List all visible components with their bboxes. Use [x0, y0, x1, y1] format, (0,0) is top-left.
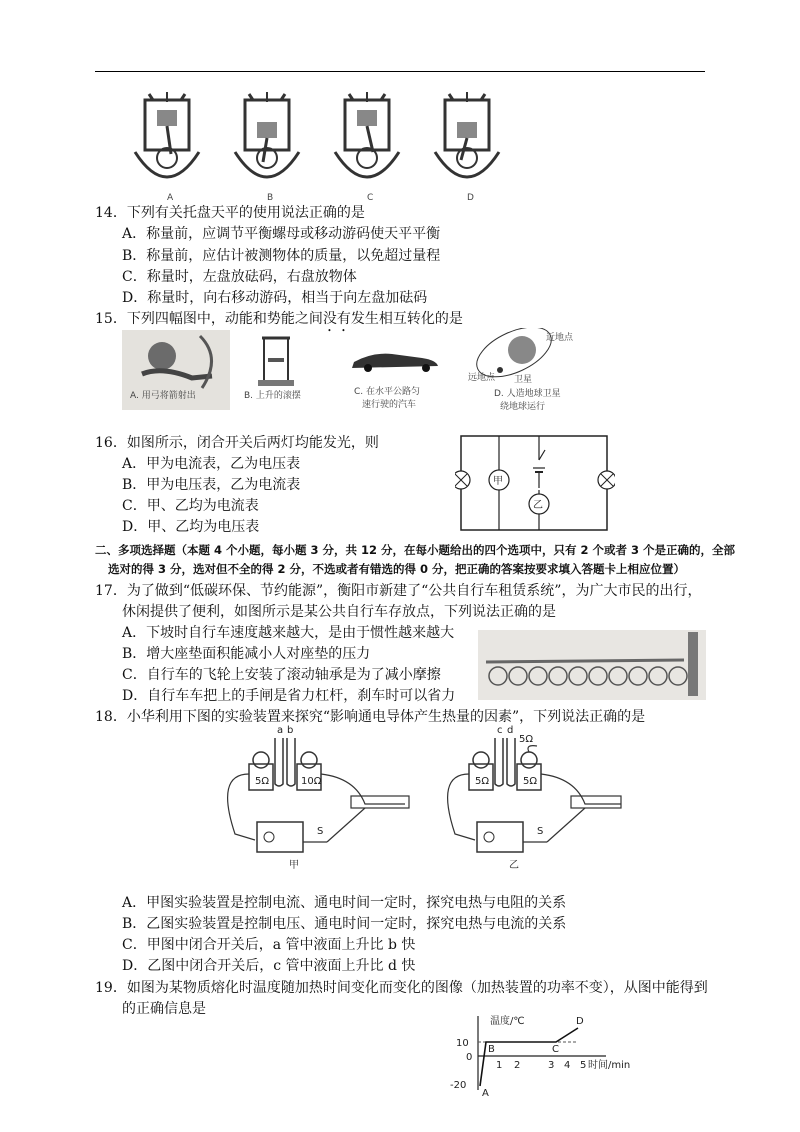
- q15-far-point-label: 远地点: [468, 373, 496, 383]
- graph-x-label: 时间/min: [588, 1060, 631, 1071]
- apparatus-yi: [448, 725, 621, 871]
- section2-instructions-line1: 二、多项选择题（本题 4 个小题，每小题 3 分，共 12 分，在每小题给出的四个选项中，只有 2 个或者 3 个是正确的，全部: [95, 543, 736, 557]
- q18-option-c: C．甲图中闭合开关后，a 管中液面上升比 b 快: [122, 937, 416, 953]
- q15-near-point-label: 近地点: [546, 333, 574, 343]
- resistor-5-yi-right: 5Ω: [523, 776, 538, 787]
- rheostat-yi: [571, 796, 621, 808]
- graph-origin: 0: [466, 1052, 473, 1063]
- q15-figure: [122, 328, 578, 416]
- tube-a-label: a: [277, 725, 284, 736]
- q16-circuit-diagram: [455, 432, 615, 534]
- resistor-5-yi-left: 5Ω: [475, 776, 490, 787]
- q17-stem-line2: 休闲提供了便利，如图所示是某公共自行车存放点，下列说法正确的是: [122, 604, 556, 620]
- q15-caption-c2: 速行驶的汽车: [362, 400, 417, 410]
- q18-stem: 18．小华利用下图的实验装置来探究“影响通电导体产生热量的因素”，下列说法正确的是: [95, 709, 646, 725]
- q19-stem-line2: 的正确信息是: [122, 1001, 206, 1017]
- switch-symbol: [539, 450, 545, 460]
- graph-point-c: C: [552, 1044, 559, 1055]
- q15-caption-a: A. 用弓将箭射出: [130, 391, 196, 401]
- tube-c-label: c: [497, 725, 503, 736]
- graph-ytick-10: 10: [456, 1038, 469, 1049]
- graph-point-b: B: [488, 1044, 495, 1055]
- graph-xtick-5: 5: [580, 1060, 587, 1071]
- q17-option-b: B．增大座垫面积能减小人对座垫的压力: [122, 646, 371, 662]
- archer-image: [148, 342, 176, 370]
- tube-d-label: d: [507, 725, 514, 736]
- q15-caption-b: B. 上升的滚摆: [244, 391, 301, 401]
- q15-stem-emphasis: 没有: [322, 311, 351, 327]
- graph-point-a: A: [482, 1088, 489, 1098]
- q14-option-d: D．称量时，向右移动游码，相当于向左盘加砝码: [122, 290, 428, 306]
- bicycle-rack-photo: [478, 630, 706, 700]
- q17-stem-line1: 17．为了做到“低碳环保、节约能源”，衡阳市新建了“公共自行车租赁系统”，为广大市民的出行，: [95, 583, 702, 599]
- apparatus-yi-label: 乙: [509, 860, 519, 871]
- resistor-10-jia: 10Ω: [301, 776, 322, 787]
- meter-jia-label: 甲: [493, 476, 503, 487]
- q18-option-b: B．乙图实验装置是控制电压、通电时间一定时，探究电热与电流的关系: [122, 916, 567, 932]
- engine-label-b: B: [267, 193, 274, 203]
- q15-stem-post: 发生相互转化的是: [350, 311, 463, 327]
- q19-stem-line1: 19．如图为某物质熔化时温度随加热时间变化而变化的图像（加热装置的功率不变），从图中能得到: [95, 980, 708, 996]
- melting-graph: [448, 1010, 638, 1098]
- q16-option-b: B．甲为电压表，乙为电流表: [122, 477, 301, 493]
- rolling-pendulum-drawing: [258, 338, 294, 386]
- apparatus-jia: [228, 725, 409, 871]
- engine-drawing-c: [335, 92, 399, 177]
- graph-xtick-3: 3: [548, 1060, 555, 1071]
- q17-option-c: C．自行车的飞轮上安装了滚动轴承是为了减小摩擦: [122, 667, 441, 683]
- lamp-left-icon: [455, 471, 470, 489]
- q18-option-d: D．乙图中闭合开关后，c 管中液面上升比 d 快: [122, 958, 416, 974]
- graph-point-d: D: [576, 1016, 584, 1027]
- rheostat-jia: [351, 796, 409, 808]
- graph-ytick-neg20: -20: [450, 1080, 467, 1091]
- q14-option-a: A．称量前，应调节平衡螺母或移动游码使天平平衡: [122, 226, 441, 242]
- engine-drawing-b: [235, 92, 299, 177]
- q18-option-a: A．甲图实验装置是控制电流、通电时间一定时，探究电热与电阻的关系: [122, 895, 567, 911]
- switch-s-jia: S: [317, 826, 324, 837]
- engine-strokes-figure: [115, 92, 525, 204]
- q15-stem-pre: 15．下列四幅图中，动能和势能之间: [95, 311, 323, 327]
- q16-option-c: C．甲、乙均为电流表: [122, 498, 259, 514]
- engine-drawing-d: [435, 92, 499, 177]
- meter-yi-label: 乙: [533, 500, 543, 511]
- engine-label-a: A: [167, 193, 174, 203]
- section2-instructions-line2: 选对的得 3 分，选对但不全的得 2 分，不选或者有错选的得 0 分，把正确的答案按要求填入答题卡上相应位置）: [108, 562, 686, 576]
- car-drawing: [352, 354, 438, 372]
- engine-label-c: C: [367, 193, 374, 203]
- tube-b-label: b: [287, 725, 294, 736]
- q16-option-d: D．甲、乙均为电压表: [122, 519, 260, 535]
- q18-experiment-figure: [205, 724, 625, 876]
- q14-option-c: C．称量时，左盘放砝码，右盘放物体: [122, 269, 357, 285]
- q17-option-a: A．下坡时自行车速度越来越大，是由于惯性越来越大: [122, 625, 455, 641]
- engine-label-d: D: [467, 193, 474, 203]
- q16-option-a: A．甲为电流表，乙为电压表: [122, 456, 301, 472]
- resistor-5-jia: 5Ω: [255, 776, 270, 787]
- graph-xtick-1: 1: [496, 1060, 503, 1071]
- graph-xtick-2: 2: [514, 1060, 521, 1071]
- q16-stem: 16．如图所示，闭合开关后两灯均能发光，则: [95, 435, 379, 451]
- graph-xtick-4: 4: [564, 1060, 571, 1071]
- q17-option-d: D．自行车车把上的手闸是省力杠杆，刹车时可以省力: [122, 688, 456, 704]
- apparatus-jia-label: 甲: [289, 860, 299, 871]
- resistor-5-yi-extra: 5Ω: [519, 734, 534, 745]
- header-rule: [95, 71, 705, 72]
- q14-option-b: B．称量前，应估计被测物体的质量，以免超过量程: [122, 248, 441, 264]
- q14-stem: 14．下列有关托盘天平的使用说法正确的是: [95, 205, 365, 221]
- switch-s-yi: S: [537, 826, 544, 837]
- q15-caption-c1: C. 在水平公路匀: [354, 387, 421, 397]
- graph-y-label: 温度/℃: [490, 1016, 525, 1027]
- graph-curve: [480, 1028, 578, 1086]
- q15-satellite-label: 卫星: [514, 375, 533, 385]
- q15-caption-d1: D. 人造地球卫星: [494, 389, 561, 399]
- engine-drawing-a: [135, 92, 199, 177]
- q15-caption-d2: 绕地球运行: [500, 402, 546, 412]
